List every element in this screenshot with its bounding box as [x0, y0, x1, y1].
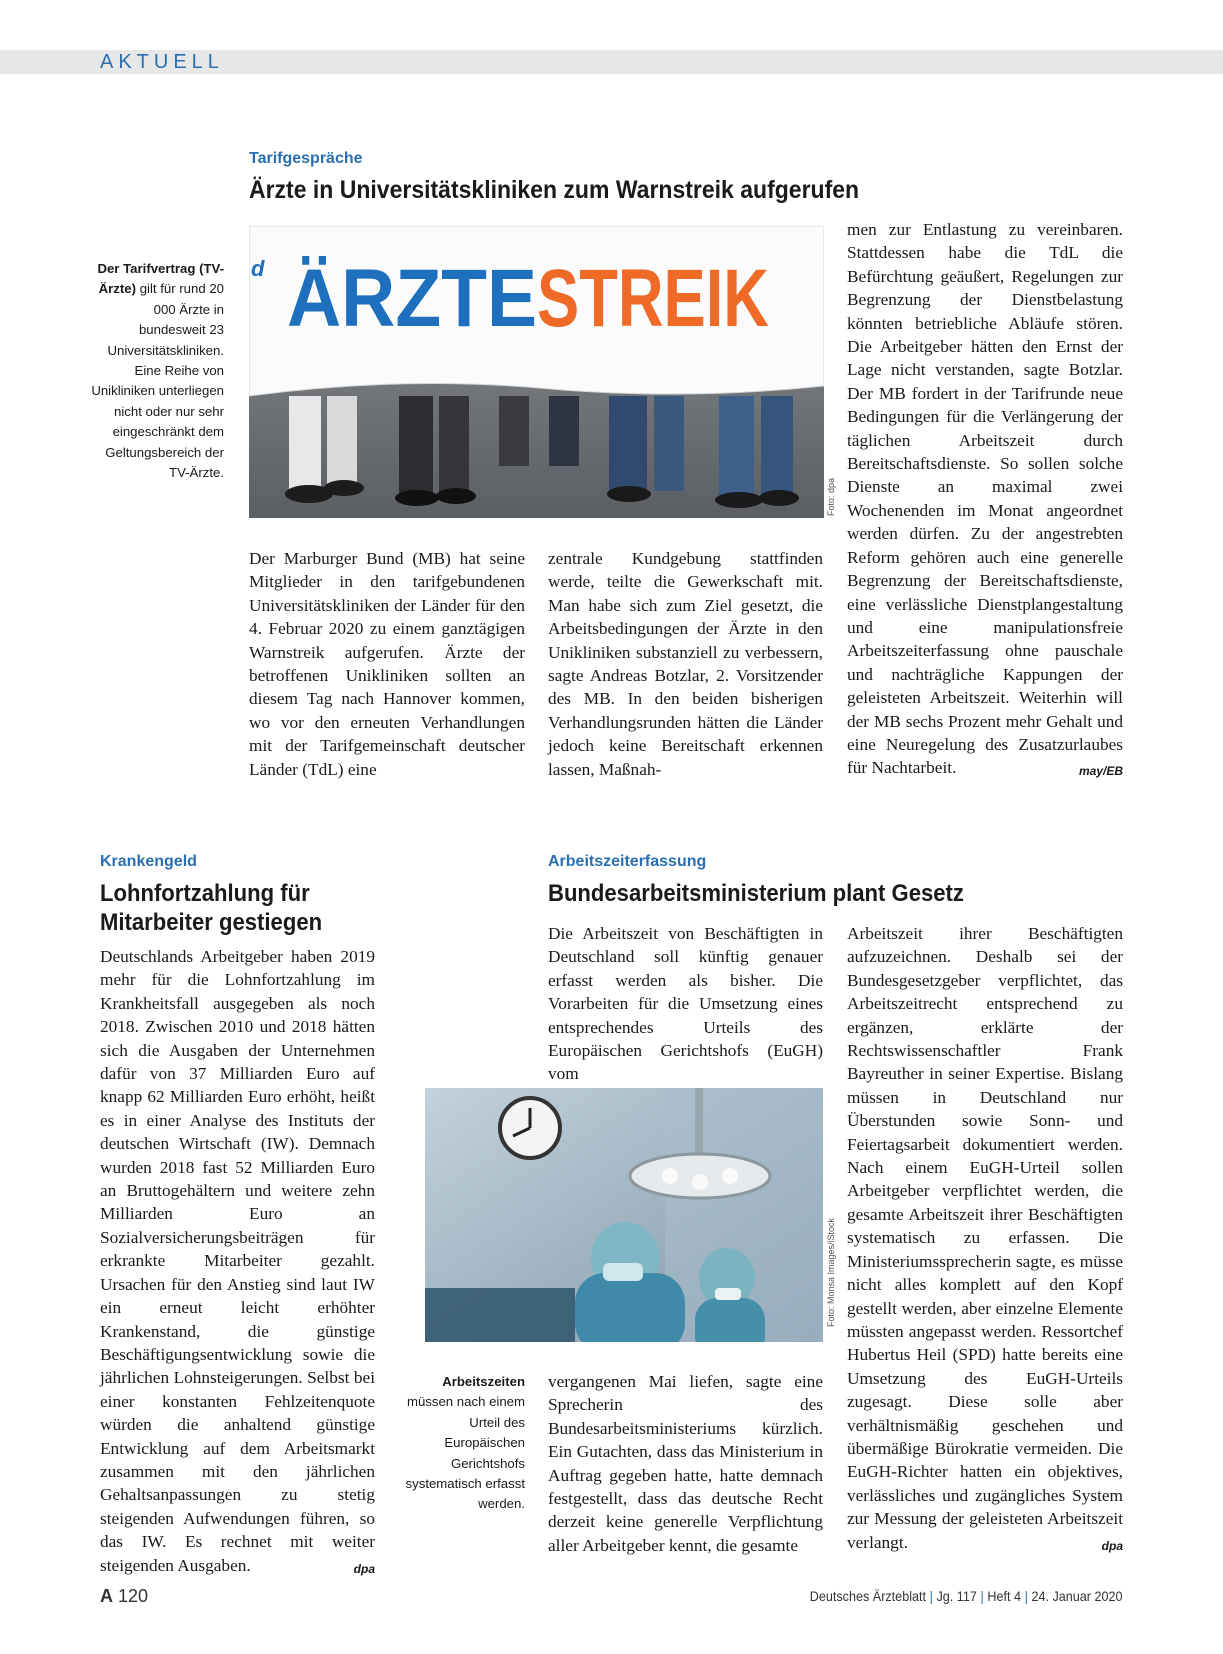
journal-name: Deutsches Ärzteblatt	[810, 1588, 927, 1604]
article3-headline: Bundesarbeitsministerium plant Gesetz	[548, 880, 964, 907]
article2-body	[100, 945, 375, 1581]
article1-signature: may/EB	[1078, 764, 1123, 779]
article1-column-3-text: men zur Entlastung zu vereinbaren. Stattdessen habe die TdL die Befürchtung geäußert, Regelungen zur Begrenzung der Dienstbelastung könnten betriebliche Abläufe stören. Die Arbeitgeber hätten den Ernst der Lage nicht verstanden, sagte Botzlar. Der MB fordert in der Tarifrunde neue Bedingungen für die Verlängerung der täglichen Arbeitszeit durch Bereitschaftsdienste. So sollen solche Dienste an maximal zwei Wochenenden im Monat angeordnet werden dürfen. Zu der angestrebten Reform gehören auch eine generelle Begrenzung der Bereitschaftsdienste, eine verlässliche Dienstplangestaltung und eine manipulationsfreie Arbeitszeiterfassung ohne pauschale und nachträgliche Kappungen der geleisteten Arbeitszeit. Weiterhin will der MB sechs Prozent mehr Gehalt und eine Neuregelung des Zusatzurlaubes für Nachtarbeit.	[847, 220, 1123, 778]
article3-column-2	[847, 922, 1123, 1558]
article3-caption-text: müssen nach einem Urteil des Europäischen Gerichtshofs systematisch erfasst werden.	[405, 1394, 525, 1512]
article2-kicker: Krankengeld	[100, 853, 197, 870]
article1-column-3	[847, 218, 1123, 784]
article3-column-1-bottom: vergangenen Mai liefen, sagte eine Sprecherin des Bundesarbeitsministeriums kürzlich. Ein Gutachten, dass das Ministerium in Auftrag gegeben hatte, hatte demnach festgestellt, dass das deutsche Recht derzeit keine generelle Verpflichtung aller Arbeitgeber kennt, die gesamte	[548, 1372, 823, 1555]
article1-column-2: zentrale Kundgebung stattfinden werde, teilte die Gewerkschaft mit. Man habe sich zum Ziel gesetzt, die Arbeitsbedingungen der Ärzte in den Unikliniken substanziell zu verbessern, sagte Andreas Botzlar, 2. Vorsitzender des MB. In den beiden bisherigen Verhandlungsrunden hätten die Länder jedoch keine Bereitschaft erkennen lassen, Maßnah-	[548, 549, 823, 779]
article3-column-1-top: Die Arbeitszeit von Beschäftigten in Deutschland soll künftig genauer erfasst werden als bisher. Die Vorarbeiten für die Umsetzung eines entsprechendes Urteils des Europäischen Gerichtshofs (EuGH) vom	[548, 924, 823, 1084]
banner-logo-fragment: d	[251, 256, 265, 281]
article1-photo-credit: Foto: dpa	[826, 478, 836, 517]
article1-column-1: Der Marburger Bund (MB) hat seine Mitglieder in den tarifgebundenen Universitätskliniken der Länder für den 4. Februar 2020 zu einem ganztägigen Warnstreik aufgerufen. Ärzte der betroffenen Unikliniken sollten an diesem Tag nach Hannover kommen, wo vor den erneuten Verhandlungen mit der Tarifgemeinschaft deutscher Länder (TdL) eine	[249, 549, 525, 779]
article1-caption-text: gilt für rund 20 000 Ärzte in bundesweit 23 Universitätskliniken. Eine Reihe von Unikliniken unterliegen nicht oder nur sehr eingeschränkt dem Geltungsbereich der TV-Ärzte.	[91, 281, 224, 481]
banner-word-left: ÄRZTE	[287, 253, 537, 344]
article3-photo	[425, 1088, 823, 1342]
article2-headline-line1: Lohnfortzahlung für	[100, 880, 310, 907]
separator: |	[1025, 1588, 1029, 1604]
banner-word-right: STREIK	[537, 253, 769, 344]
article1-kicker: Tarifgespräche	[249, 150, 363, 167]
operating-room-image	[425, 1088, 823, 1342]
article2-headline-line2: Mitarbeiter gestiegen	[100, 909, 323, 936]
page-number-value: 120	[118, 1586, 149, 1606]
separator: |	[980, 1588, 985, 1604]
article2-signature: dpa	[353, 1561, 375, 1576]
article3-column-2-text: Arbeitszeit ihrer Beschäftigten aufzuzeichnen. Deshalb sei der Bundesgesetzgeber verpflichtet, das Arbeitszeitrecht entsprechend zu ergänzen, erklärte der Rechtswissenschaftler Frank Bayreuther in seiner Expertise. Bislang müssen in Deutschland nur Überstunden sowie Sonn- und Feiertagsarbeit dokumentiert werden. Nach einem EuGH-Urteil sollen Arbeitgeber verpflichtet werden, die gesamte Arbeitszeit ihrer Beschäftigten systematisch zu erfassen. Die Ministeriumssprecherin sagte, es müsse nicht alles komplett auf den Kopf gestellt werden, aber einzelne Elemente müssten angepasst werden. Ressortchef Hubertus Heil (SPD) hatte bereits eine Umsetzung des EuGH-Urteils zugesagt. Diese solle aber verhältnismäßig geschehen und übermäßige Bürokratie vermeiden. Die EuGH-Richter hatten ein objektives, verlässliches und zugängliches System zur Messung der geleisteten Arbeitszeit verlangt.	[847, 924, 1123, 1552]
article1-headline: Ärzte in Universitätskliniken zum Warnstreik aufgerufen	[249, 176, 860, 204]
strike-banner-image	[249, 226, 824, 518]
journal-date: 24. Januar 2020	[1031, 1588, 1123, 1604]
article3-photo-credit: Foto: Monsa Images/iStock	[826, 1218, 836, 1328]
journal-issue: Heft 4	[987, 1588, 1022, 1604]
article3-signature: dpa	[1101, 1538, 1123, 1553]
article3-kicker: Arbeitszeiterfassung	[548, 853, 707, 870]
article1-caption-bold: Der Tarifvertrag (TV-Ärzte)	[97, 261, 224, 297]
separator: |	[930, 1588, 934, 1604]
page-number-prefix: A	[100, 1586, 113, 1606]
journal-info	[810, 1588, 1123, 1604]
article3-caption	[395, 1372, 525, 1515]
article1-photo	[249, 226, 824, 518]
section-label: AKTUELL	[100, 51, 224, 73]
page-number	[100, 1586, 148, 1607]
article3-caption-bold: Arbeitszeiten	[442, 1374, 525, 1389]
journal-volume: Jg. 117	[936, 1588, 978, 1604]
article2-body-text: Deutschlands Arbeitgeber haben 2019 mehr für die Lohnfortzahlung im Krankheitsfall ausgegeben als noch 2018. Zwischen 2010 und 2018 hätten sich die Ausgaben der Unternehmen dafür von 37 Milliarden Euro auf knapp 62 Milliarden Euro erhöht, heißt es in einer Analyse des Instituts der deutschen Wirtschaft (IW). Demnach wurden 2018 fast 52 Milliarden Euro an Bruttogehältern und weitere zehn Milliarden Euro an Sozialversicherungsbeiträgen für erkrankte Mitarbeiter gezahlt. Ursachen für den Anstieg sind laut IW ein erneut leicht erhöhter Krankenstand, die günstige Beschäftigungsentwicklung sowie die jährlichen Lohnsteigerungen. Selbst bei einer konstanten Fehlzeitenquote würden die anhaltend günstige Entwicklung auf dem Arbeitsmarkt zusammen mit den jährlichen Gehaltsanpassungen zu stetig steigenden Aufwendungen führen, so das IW. Es rechnet mit weiter steigenden Ausgaben.	[100, 947, 375, 1575]
article1-caption	[88, 259, 224, 483]
